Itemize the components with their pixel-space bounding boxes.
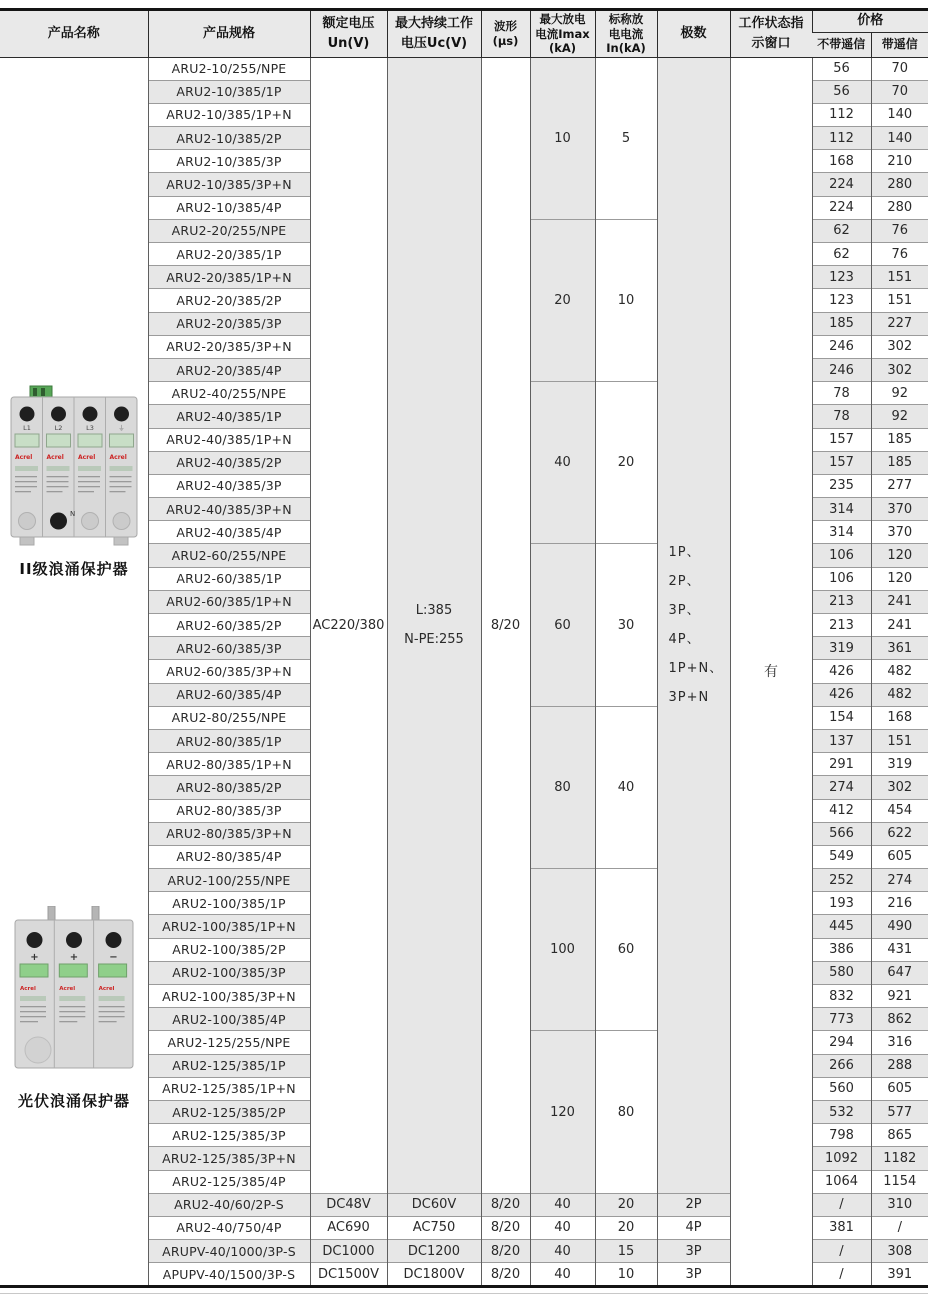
cell-spec: ARU2-20/385/1P: [148, 243, 310, 266]
cell-spec: ARU2-60/385/3P: [148, 637, 310, 660]
cell-price-no-remote: 123: [812, 266, 871, 289]
cell-price-remote: 288: [871, 1054, 928, 1077]
cell-in: 30: [595, 544, 657, 706]
svg-text:Acrel: Acrel: [15, 453, 33, 461]
cell-spec: ARU2-125/255/NPE: [148, 1031, 310, 1054]
cell-price-no-remote: 412: [812, 799, 871, 822]
cell-spec: ARU2-10/385/3P: [148, 150, 310, 173]
cell-price-no-remote: 235: [812, 474, 871, 497]
cell-price-remote: 361: [871, 637, 928, 660]
cell-price-remote: 185: [871, 428, 928, 451]
cell-spec: ARU2-20/385/4P: [148, 358, 310, 381]
cell-poles: 2P: [657, 1193, 730, 1216]
cell-poles: 3P: [657, 1263, 730, 1286]
cell-imax: 20: [530, 219, 595, 381]
cell-spec: APUPV-40/1500/3P-S: [148, 1263, 310, 1286]
cell-spec: ARU2-125/385/3P+N: [148, 1147, 310, 1170]
cell-uc-merged: L:385 N-PE:255: [387, 57, 481, 1193]
cell-price-remote: 227: [871, 312, 928, 335]
cell-price-remote: 76: [871, 219, 928, 242]
cell-un: DC1000: [310, 1240, 387, 1263]
header-price: 价格: [812, 11, 928, 32]
svg-text:L2: L2: [54, 423, 63, 432]
svg-text:Acrel: Acrel: [78, 453, 96, 461]
header-price-with-remote: 带遥信: [871, 32, 928, 57]
cell-price-no-remote: 549: [812, 845, 871, 868]
cell-spec: ARU2-20/385/2P: [148, 289, 310, 312]
header-product-name: 产品名称: [0, 11, 148, 57]
spd-price-table: [0, 11, 928, 1285]
cell-in: 40: [595, 706, 657, 868]
cell-spec: ARU2-40/60/2P-S: [148, 1193, 310, 1216]
cell-price-remote: 185: [871, 451, 928, 474]
cell-wave: 8/20: [481, 1193, 530, 1216]
cell-price-no-remote: 246: [812, 335, 871, 358]
cell-price-remote: 302: [871, 358, 928, 381]
cell-spec: ARU2-125/385/2P: [148, 1100, 310, 1123]
cell-price-remote: 921: [871, 985, 928, 1008]
cell-price-remote: 391: [871, 1263, 928, 1286]
cell-price-no-remote: 532: [812, 1100, 871, 1123]
cell-price-no-remote: 106: [812, 567, 871, 590]
cell-imax: 40: [530, 1216, 595, 1239]
cell-spec: ARU2-80/385/3P: [148, 799, 310, 822]
cell-price-remote: 280: [871, 173, 928, 196]
cell-spec: ARU2-10/385/3P+N: [148, 173, 310, 196]
svg-text:⏚: ⏚: [118, 423, 125, 432]
cell-price-no-remote: 185: [812, 312, 871, 335]
cell-price-remote: 302: [871, 335, 928, 358]
svg-text:Acrel: Acrel: [59, 985, 76, 992]
cell-price-no-remote: 1092: [812, 1147, 871, 1170]
cell-price-no-remote: /: [812, 1263, 871, 1286]
cell-spec: ARU2-100/385/3P+N: [148, 985, 310, 1008]
cell-price-remote: 605: [871, 1077, 928, 1100]
cell-spec: ARU2-80/385/1P+N: [148, 753, 310, 776]
cell-price-no-remote: 274: [812, 776, 871, 799]
cell-price-no-remote: 193: [812, 892, 871, 915]
cell-un: DC1500V: [310, 1263, 387, 1286]
cell-price-remote: 862: [871, 1008, 928, 1031]
cell-imax: 40: [530, 1193, 595, 1216]
cell-price-remote: 140: [871, 127, 928, 150]
cell-un: DC48V: [310, 1193, 387, 1216]
cell-price-remote: 280: [871, 196, 928, 219]
svg-text:N: N: [70, 509, 76, 518]
cell-price-remote: 140: [871, 103, 928, 126]
cell-spec: ARU2-20/385/3P: [148, 312, 310, 335]
cell-price-remote: 310: [871, 1193, 928, 1216]
svg-text:Acrel: Acrel: [20, 985, 36, 992]
cell-spec: ARU2-125/385/1P: [148, 1054, 310, 1077]
cell-imax: 40: [530, 1240, 595, 1263]
cell-price-no-remote: 798: [812, 1124, 871, 1147]
cell-price-no-remote: 168: [812, 150, 871, 173]
cell-spec: ARU2-20/255/NPE: [148, 219, 310, 242]
cell-price-remote: 274: [871, 869, 928, 892]
cell-wave: 8/20: [481, 1216, 530, 1239]
cell-spec: ARU2-10/385/4P: [148, 196, 310, 219]
header-in: 标称放 电电流 In(kA): [595, 11, 657, 57]
cell-price-no-remote: 580: [812, 961, 871, 984]
cell-spec: ARU2-40/385/1P: [148, 405, 310, 428]
cell-price-no-remote: 426: [812, 683, 871, 706]
cell-price-remote: 302: [871, 776, 928, 799]
cell-in: 20: [595, 1193, 657, 1216]
cell-in: 20: [595, 382, 657, 544]
cell-in: 60: [595, 869, 657, 1031]
cell-price-no-remote: /: [812, 1240, 871, 1263]
cell-spec: ARU2-10/385/1P+N: [148, 103, 310, 126]
cell-price-no-remote: 246: [812, 358, 871, 381]
cell-spec: ARU2-20/385/3P+N: [148, 335, 310, 358]
cell-price-remote: /: [871, 1216, 928, 1239]
cell-spec: ARUPV-40/1000/3P-S: [148, 1240, 310, 1263]
cell-price-remote: 76: [871, 243, 928, 266]
cell-price-remote: 431: [871, 938, 928, 961]
cell-price-remote: 622: [871, 822, 928, 845]
cell-un: AC690: [310, 1216, 387, 1239]
cell-imax: 60: [530, 544, 595, 706]
cell-spec: ARU2-10/255/NPE: [148, 57, 310, 80]
cell-spec: ARU2-60/385/1P+N: [148, 590, 310, 613]
cell-price-remote: 370: [871, 521, 928, 544]
header-status: 工作状态指 示窗口: [730, 11, 812, 57]
cell-wave-merged: 8/20: [481, 57, 530, 1193]
cell-spec: ARU2-125/385/4P: [148, 1170, 310, 1193]
class2-spd-caption: II级浪涌保护器: [19, 559, 129, 578]
cell-price-remote: 454: [871, 799, 928, 822]
header-uc: 最大持续工作 电压Uc(V): [387, 11, 481, 57]
cell-price-remote: 92: [871, 405, 928, 428]
cell-price-no-remote: 294: [812, 1031, 871, 1054]
cell-status-merged: 有: [730, 57, 812, 1285]
cell-wave: 8/20: [481, 1263, 530, 1286]
cell-price-no-remote: 56: [812, 80, 871, 103]
cell-price-no-remote: 314: [812, 521, 871, 544]
cell-price-remote: 308: [871, 1240, 928, 1263]
cell-price-no-remote: 78: [812, 382, 871, 405]
cell-spec: ARU2-125/385/3P: [148, 1124, 310, 1147]
cell-spec: ARU2-20/385/1P+N: [148, 266, 310, 289]
cell-price-remote: 210: [871, 150, 928, 173]
cell-price-no-remote: 56: [812, 57, 871, 80]
cell-spec: ARU2-100/385/1P: [148, 892, 310, 915]
cell-price-no-remote: 832: [812, 985, 871, 1008]
cell-price-no-remote: 445: [812, 915, 871, 938]
cell-price-remote: 277: [871, 474, 928, 497]
cell-spec: ARU2-60/385/1P: [148, 567, 310, 590]
table-row: [0, 57, 928, 80]
cell-price-remote: 482: [871, 660, 928, 683]
cell-price-remote: 605: [871, 845, 928, 868]
cell-spec: ARU2-40/385/2P: [148, 451, 310, 474]
cell-price-no-remote: 560: [812, 1077, 871, 1100]
cell-in: 10: [595, 1263, 657, 1286]
cell-imax: 10: [530, 57, 595, 219]
cell-price-remote: 92: [871, 382, 928, 405]
cell-price-no-remote: 62: [812, 219, 871, 242]
cell-price-remote: 1154: [871, 1170, 928, 1193]
cell-spec: ARU2-60/385/2P: [148, 614, 310, 637]
cell-spec: ARU2-40/385/4P: [148, 521, 310, 544]
svg-text:−: −: [109, 951, 118, 963]
svg-text:+: +: [69, 951, 79, 963]
cell-poles: 4P: [657, 1216, 730, 1239]
cell-imax: 120: [530, 1031, 595, 1193]
svg-text:Acrel: Acrel: [109, 453, 127, 461]
cell-price-no-remote: 224: [812, 196, 871, 219]
cell-imax: 100: [530, 869, 595, 1031]
table-header: [0, 11, 928, 57]
class2-spd-figure: [6, 384, 142, 579]
cell-price-no-remote: 773: [812, 1008, 871, 1031]
cell-price-no-remote: 157: [812, 428, 871, 451]
cell-price-remote: 216: [871, 892, 928, 915]
cell-price-remote: 370: [871, 498, 928, 521]
cell-spec: ARU2-10/385/2P: [148, 127, 310, 150]
cell-price-no-remote: 154: [812, 706, 871, 729]
cell-in: 10: [595, 219, 657, 381]
cell-spec: ARU2-100/385/4P: [148, 1008, 310, 1031]
product-name-cell: [0, 57, 148, 1285]
cell-price-remote: 70: [871, 57, 928, 80]
class2-spd-photo-icon: [10, 384, 138, 550]
cell-in: 80: [595, 1031, 657, 1193]
cell-price-no-remote: 213: [812, 590, 871, 613]
cell-spec: ARU2-80/385/3P+N: [148, 822, 310, 845]
cell-price-no-remote: 62: [812, 243, 871, 266]
cell-in: 5: [595, 57, 657, 219]
cell-imax: 40: [530, 382, 595, 544]
cell-uc: DC60V: [387, 1193, 481, 1216]
cell-price-remote: 482: [871, 683, 928, 706]
cell-uc: AC750: [387, 1216, 481, 1239]
cell-price-remote: 319: [871, 753, 928, 776]
svg-text:Acrel: Acrel: [46, 453, 64, 461]
cell-price-no-remote: 123: [812, 289, 871, 312]
cell-price-remote: 647: [871, 961, 928, 984]
header-wave: 波形 (μs): [481, 11, 530, 57]
cell-price-no-remote: 319: [812, 637, 871, 660]
cell-price-no-remote: 213: [812, 614, 871, 637]
cell-in: 15: [595, 1240, 657, 1263]
cell-spec: ARU2-80/255/NPE: [148, 706, 310, 729]
cell-price-no-remote: 381: [812, 1216, 871, 1239]
cell-price-remote: 70: [871, 80, 928, 103]
cell-price-no-remote: 106: [812, 544, 871, 567]
cell-spec: ARU2-125/385/1P+N: [148, 1077, 310, 1100]
header-un: 额定电压 Un(V): [310, 11, 387, 57]
cell-poles: 3P: [657, 1240, 730, 1263]
cell-price-remote: 865: [871, 1124, 928, 1147]
cell-in: 20: [595, 1216, 657, 1239]
cell-price-no-remote: 112: [812, 127, 871, 150]
header-imax: 最大放电 电流Imax (kA): [530, 11, 595, 57]
cell-price-remote: 1182: [871, 1147, 928, 1170]
cell-price-remote: 577: [871, 1100, 928, 1123]
cell-price-no-remote: 112: [812, 103, 871, 126]
cell-spec: ARU2-40/385/3P+N: [148, 498, 310, 521]
cell-price-no-remote: 291: [812, 753, 871, 776]
cell-price-no-remote: 426: [812, 660, 871, 683]
svg-text:L3: L3: [86, 423, 94, 432]
svg-text:L1: L1: [23, 423, 31, 432]
cell-spec: ARU2-60/385/4P: [148, 683, 310, 706]
svg-text:Acrel: Acrel: [98, 985, 115, 992]
cell-price-no-remote: 224: [812, 173, 871, 196]
cell-price-no-remote: 157: [812, 451, 871, 474]
cell-uc: DC1800V: [387, 1263, 481, 1286]
pv-spd-caption: 光伏浪涌保护器: [17, 1091, 130, 1110]
pv-spd-photo-icon: [14, 906, 134, 1082]
cell-spec: ARU2-40/385/1P+N: [148, 428, 310, 451]
cell-price-remote: 120: [871, 544, 928, 567]
pv-spd-figure: [9, 906, 139, 1111]
cell-price-remote: 151: [871, 729, 928, 752]
cell-spec: ARU2-80/385/2P: [148, 776, 310, 799]
cell-spec: ARU2-100/385/3P: [148, 961, 310, 984]
cell-spec: ARU2-80/385/4P: [148, 845, 310, 868]
cell-price-remote: 241: [871, 614, 928, 637]
cell-wave: 8/20: [481, 1240, 530, 1263]
table-body: [0, 57, 928, 1285]
price-table-wrap: [0, 8, 928, 1288]
cell-uc: DC1200: [387, 1240, 481, 1263]
cell-price-remote: 490: [871, 915, 928, 938]
cell-price-remote: 151: [871, 289, 928, 312]
cell-price-no-remote: 137: [812, 729, 871, 752]
cell-imax: 80: [530, 706, 595, 868]
header-price-without-remote: 不带遥信: [812, 32, 871, 57]
cell-price-remote: 168: [871, 706, 928, 729]
cell-spec: ARU2-40/385/3P: [148, 474, 310, 497]
cell-spec: ARU2-60/255/NPE: [148, 544, 310, 567]
cell-price-no-remote: 78: [812, 405, 871, 428]
cell-price-remote: 241: [871, 590, 928, 613]
cell-spec: ARU2-40/255/NPE: [148, 382, 310, 405]
cell-price-remote: 120: [871, 567, 928, 590]
cell-spec: ARU2-100/385/1P+N: [148, 915, 310, 938]
cell-price-no-remote: 252: [812, 869, 871, 892]
header-poles: 极数: [657, 11, 730, 57]
cell-price-no-remote: 566: [812, 822, 871, 845]
cell-price-no-remote: 266: [812, 1054, 871, 1077]
cell-price-no-remote: /: [812, 1193, 871, 1216]
cell-price-no-remote: 314: [812, 498, 871, 521]
header-spec: 产品规格: [148, 11, 310, 57]
cell-spec: ARU2-60/385/3P+N: [148, 660, 310, 683]
cell-price-no-remote: 386: [812, 938, 871, 961]
cell-spec: ARU2-80/385/1P: [148, 729, 310, 752]
cell-price-remote: 151: [871, 266, 928, 289]
cell-spec: ARU2-100/255/NPE: [148, 869, 310, 892]
cell-spec: ARU2-40/750/4P: [148, 1216, 310, 1239]
svg-text:+: +: [30, 951, 39, 963]
cell-un-merged: AC220/380: [310, 57, 387, 1193]
cell-imax: 40: [530, 1263, 595, 1286]
cell-poles-merged: 1P、2P、 3P、4P、 1P+N、 3P+N: [657, 57, 730, 1193]
cell-spec: ARU2-10/385/1P: [148, 80, 310, 103]
cell-price-remote: 316: [871, 1031, 928, 1054]
cell-price-no-remote: 1064: [812, 1170, 871, 1193]
cell-spec: ARU2-100/385/2P: [148, 938, 310, 961]
